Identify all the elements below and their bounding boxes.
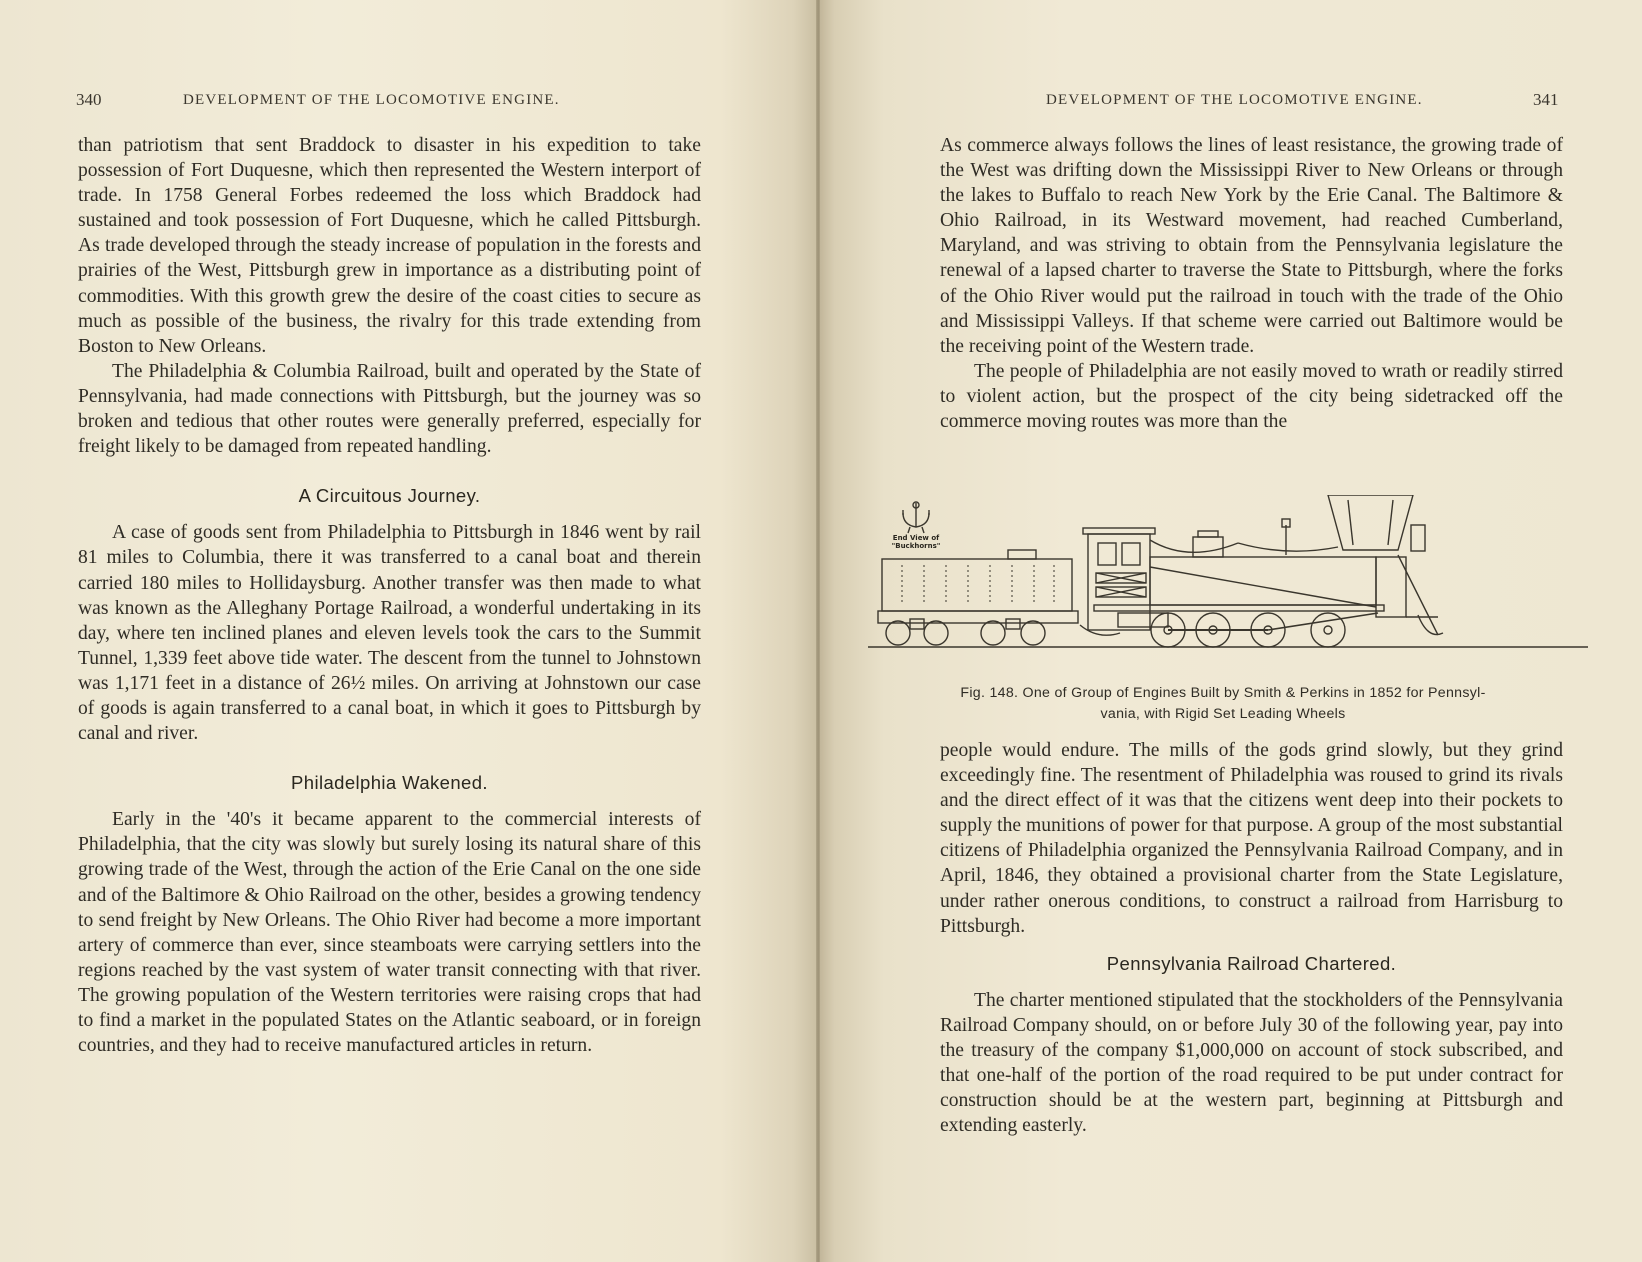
buckhorn-end-view (903, 502, 929, 533)
left-text-column (78, 133, 701, 1058)
paragraph: The Philadelphia & Columbia Railroad, built and operated by the State of Pennsylvania, had made connections with Pittsburgh, but the journey was so broken and tedious that other routes were generally preferred, especially for freight likely to be damaged from repeated handling. (78, 360, 701, 458)
paragraph: A case of goods sent from Philadelphia to Pittsburgh in 1846 went by rail 81 miles to Columbia, there it was transferred to a canal boat and therein carried 180 miles to Hollidaysburg. Another transfer was then made to what was known as the Alleghany Portage Railroad, a wonderful undertaking in its day, where ten inclined planes and eleven levels took the cars to the Summit Tunnel, 1,339 feet above tide water. The descent from the tunnel to Johnstown was 1,171 feet in a distance of 26½ miles. On arriving at Johnstown our case of goods is again transferred to a canal boat, in which it goes to Pittsburgh by canal and river. (78, 522, 701, 745)
svg-text:End View of: End View of (892, 534, 940, 542)
right-text-column-top (940, 133, 1563, 434)
page-number: 340 (76, 90, 102, 109)
section-heading: Pennsylvania Railroad Chartered. (1106, 952, 1397, 974)
paragraph: The people of Philadelphia are not easily moved to wrath or readily stirred to violent action, but the prospect of the city being sidetracked off the commerce moving routes was more than the (940, 360, 1563, 433)
paragraph: The charter mentioned stipulated that the stockholders of the Pennsylvania Railroad Company should, on or before July 30 of the following year, pay into the treasury of the company $1,000,000 on account of stock subscribed, and that one-half of the portion of the road required to be put under contract for construction should be at the western part, beginning at Pittsburgh and extending easterly. (940, 989, 1563, 1137)
running-head: DEVELOPMENT OF THE LOCOMOTIVE ENGINE. (183, 92, 560, 108)
caption-line: vania, with Rigid Set Leading Wheels (1100, 706, 1346, 722)
figure-caption (898, 683, 1548, 725)
section-heading: Philadelphia Wakened. (291, 772, 488, 794)
paragraph: people would endure. The mills of the gods grind slowly, but they grind exceedingly fine. The resentment of Philadelphia was roused to grind its rivals and the direct effect of it was that the citizens went deep into their pockets to supply the munitions of power for that purpose. A group of the most substantial citizens of Philadelphia organized the Pennsylvania Railroad Company, and in April, 1846, they obtained a provisional charter from the State Legislature, under rather onerous conditions, to construct a railroad from Harrisburg to Pittsburgh. (940, 740, 1563, 937)
paragraph: Early in the '40's it became apparent to the commercial interests of Philadelphia, that the city was slowly but surely losing its natural share of this growing trade of the West, through the action of the Erie Canal on the one side and of the Baltimore & Ohio Railroad on the other, besides a growing tendency to send freight by New Orleans. The Ohio River had become a more important artery of commerce than ever, since steamboats were carrying settlers into the regions reached by the vast system of water transit connecting with that river. The growing population of the Western territories were raising crops that had to find a market in the populated States on the Atlantic seaboard, or in foreign countries, and they had to receive manufactured articles in return. (78, 809, 701, 1057)
running-head: DEVELOPMENT OF THE LOCOMOTIVE ENGINE. (1046, 92, 1423, 108)
book-gutter (816, 0, 820, 1262)
section-heading: A Circuitous Journey. (298, 485, 481, 507)
svg-text:"Buckhorns": "Buckhorns" (891, 542, 941, 550)
page-number: 341 (1533, 90, 1559, 109)
right-page (818, 0, 1642, 1262)
left-page (0, 0, 818, 1262)
caption-line: Fig. 148. One of Group of Engines Built by Smith & Perkins in 1852 for Pennsyl- (960, 685, 1486, 701)
paragraph: As commerce always follows the lines of least resistance, the growing trade of the West was drifting down the Mississippi River to New Orleans or through the lakes to Buffalo to reach New York by the Erie Canal. The Baltimore & Ohio Railroad, in its Westward movement, had reached Cumberland, Maryland, and was striving to obtain from the Pennsylvania legislature the renewal of a lapsed charter to traverse the State to Pittsburgh, where the forks of the Ohio River would put the railroad in touch with the trade of the Ohio and Mississippi Valleys. If that scheme were carried out Baltimore would be the receiving point of the Western trade. (940, 135, 1563, 357)
locomotive-drawing-icon (858, 495, 1598, 680)
right-text-column-bottom (940, 738, 1563, 1138)
paragraph: than patriotism that sent Braddock to disaster in his expedition to take possession of Fort Duquesne, which then represented the Western interport of trade. In 1758 General Forbes redeemed the loss which Braddock had sustained and took possession of Fort Duquesne, which he called Pittsburgh. As trade developed through the steady increase of population in the forests and prairies of the West, Pittsburgh grew in importance as a distributing point of commodities. With this growth grew the desire of the coast cities to secure as much as possible of the business, the rivalry for this trade extending from Boston to New Orleans. (78, 135, 701, 357)
